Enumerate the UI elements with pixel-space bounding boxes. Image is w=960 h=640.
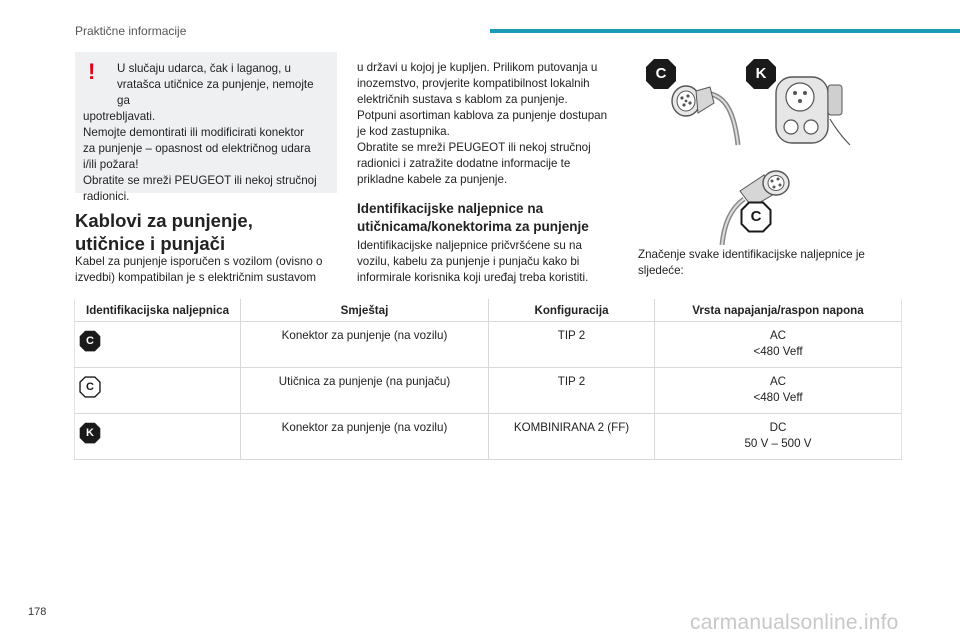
section-title-line: Kablovi za punjenje, — [75, 210, 253, 231]
table-cell-config: TIP 2 — [489, 368, 655, 414]
column3-line: Značenje svake identifikacijske naljepnice je — [638, 248, 865, 261]
column2-line: Obratite se mreži PEUGEOT ili nekoj stručnoj — [357, 141, 591, 154]
power-range: 50 V – 500 V — [744, 437, 812, 450]
page-number: 178 — [28, 606, 47, 618]
exclamation-icon: ! — [88, 59, 96, 84]
subheading-paragraph — [357, 238, 627, 286]
label-table — [74, 299, 902, 460]
header-title: Praktične informacije — [75, 24, 187, 38]
badge-k-filled — [745, 58, 777, 90]
badge-label: C — [86, 381, 94, 393]
table-cell-config: TIP 2 — [489, 322, 655, 368]
watermark: carmanualsonline.info — [690, 611, 899, 634]
warning-line: za punjenje – opasnost od električnog udara — [83, 142, 311, 155]
column2-line: radionici i zatražite dodatne informacije te — [357, 157, 571, 170]
badge-c-outline — [79, 376, 101, 398]
column2-paragraph — [357, 60, 627, 188]
table-header: Smještaj — [241, 299, 489, 322]
warning-line: Obratite se mreži PEUGEOT ili nekoj stručnoj — [83, 174, 317, 187]
badge-label: K — [86, 427, 94, 439]
table-cell-power — [655, 322, 902, 368]
intro-paragraph — [75, 254, 343, 286]
power-type: DC — [769, 421, 787, 434]
badge-k-filled — [79, 422, 101, 444]
badge-label: C — [655, 65, 667, 82]
warning-line: Nemojte demontirati ili modificirati konektor — [83, 126, 305, 139]
table-row — [75, 414, 902, 460]
intro-line: Kabel za punjenje isporučen s vozilom (ovisno o — [75, 255, 323, 268]
warning-line: i/ili požara! — [83, 158, 139, 171]
column2-line: inozemstvo, provjerite kompatibilnost lokalnih — [357, 77, 590, 90]
badge-c-filled — [645, 58, 677, 90]
table-cell-location: Konektor za punjenje (na vozilu) — [241, 322, 489, 368]
sub-line: informirale korisnika koji uređaj treba koristiti. — [357, 271, 589, 284]
column2-line: u državi u kojoj je kupljen. Prilikom putovanja u — [357, 61, 598, 74]
warning-box — [75, 52, 337, 203]
sub-line: Identifikacijske naljepnice pričvršćene su na — [357, 239, 582, 252]
column3-paragraph — [638, 247, 898, 279]
subheading-line: utičnicama/konektorima za punjenje — [357, 219, 589, 234]
table-cell-badge — [75, 414, 241, 460]
column3-line: sljedeće: — [638, 264, 684, 277]
column2-line: električnih sustava s kablom za punjenje. — [357, 93, 568, 106]
header-accent-bar — [490, 29, 960, 33]
table-row — [75, 368, 902, 414]
column2-line: prikladne kabele za punjenje. — [357, 173, 508, 186]
connector-illustration — [640, 55, 860, 245]
power-type: AC — [769, 375, 787, 388]
table-cell-power — [655, 414, 902, 460]
badge-label: C — [86, 335, 94, 347]
warning-line: U slučaju udarca, čak i laganog, u — [117, 62, 292, 75]
table-header: Konfiguracija — [489, 299, 655, 322]
power-type: AC — [769, 329, 787, 342]
badge-label: K — [755, 65, 767, 82]
table-header: Identifikacijska naljepnica — [75, 299, 241, 322]
section-title-line: utičnice i punjači — [75, 233, 226, 254]
badge-c-outline — [740, 201, 772, 233]
intro-line: izvedbi) kompatibilan je s električnim sustavom — [75, 271, 316, 284]
power-range: <480 Veff — [753, 345, 803, 358]
power-range: <480 Veff — [753, 391, 803, 404]
table-header-row — [75, 299, 902, 322]
table-cell-location: Konektor za punjenje (na vozilu) — [241, 414, 489, 460]
warning-line: vratašca utičnice za punjenje, nemojte ga — [117, 78, 314, 107]
table-row — [75, 322, 902, 368]
warning-line: upotrebljavati. — [83, 110, 156, 123]
table-cell-location: Utičnica za punjenje (na punjaču) — [241, 368, 489, 414]
subheading-line: Identifikacijske naljepnice na — [357, 201, 544, 216]
section-title — [75, 209, 337, 255]
sub-line: vozilu, kabelu za punjenje i punjaču kako bi — [357, 255, 580, 268]
table-cell-power — [655, 368, 902, 414]
badge-label: C — [750, 208, 762, 225]
table-cell-config: KOMBINIRANA 2 (FF) — [489, 414, 655, 460]
column2-line: je kod zastupnika. — [357, 125, 450, 138]
table-cell-badge — [75, 322, 241, 368]
badge-c-filled — [79, 330, 101, 352]
type2-plug-image — [666, 73, 746, 148]
subheading — [357, 200, 627, 236]
table-header: Vrsta napajanja/raspon napona — [655, 299, 902, 322]
warning-line: radionici. — [83, 190, 130, 203]
column2-line: Potpuni asortiman kablova za punjenje dostupan — [357, 109, 608, 122]
table-cell-badge — [75, 368, 241, 414]
